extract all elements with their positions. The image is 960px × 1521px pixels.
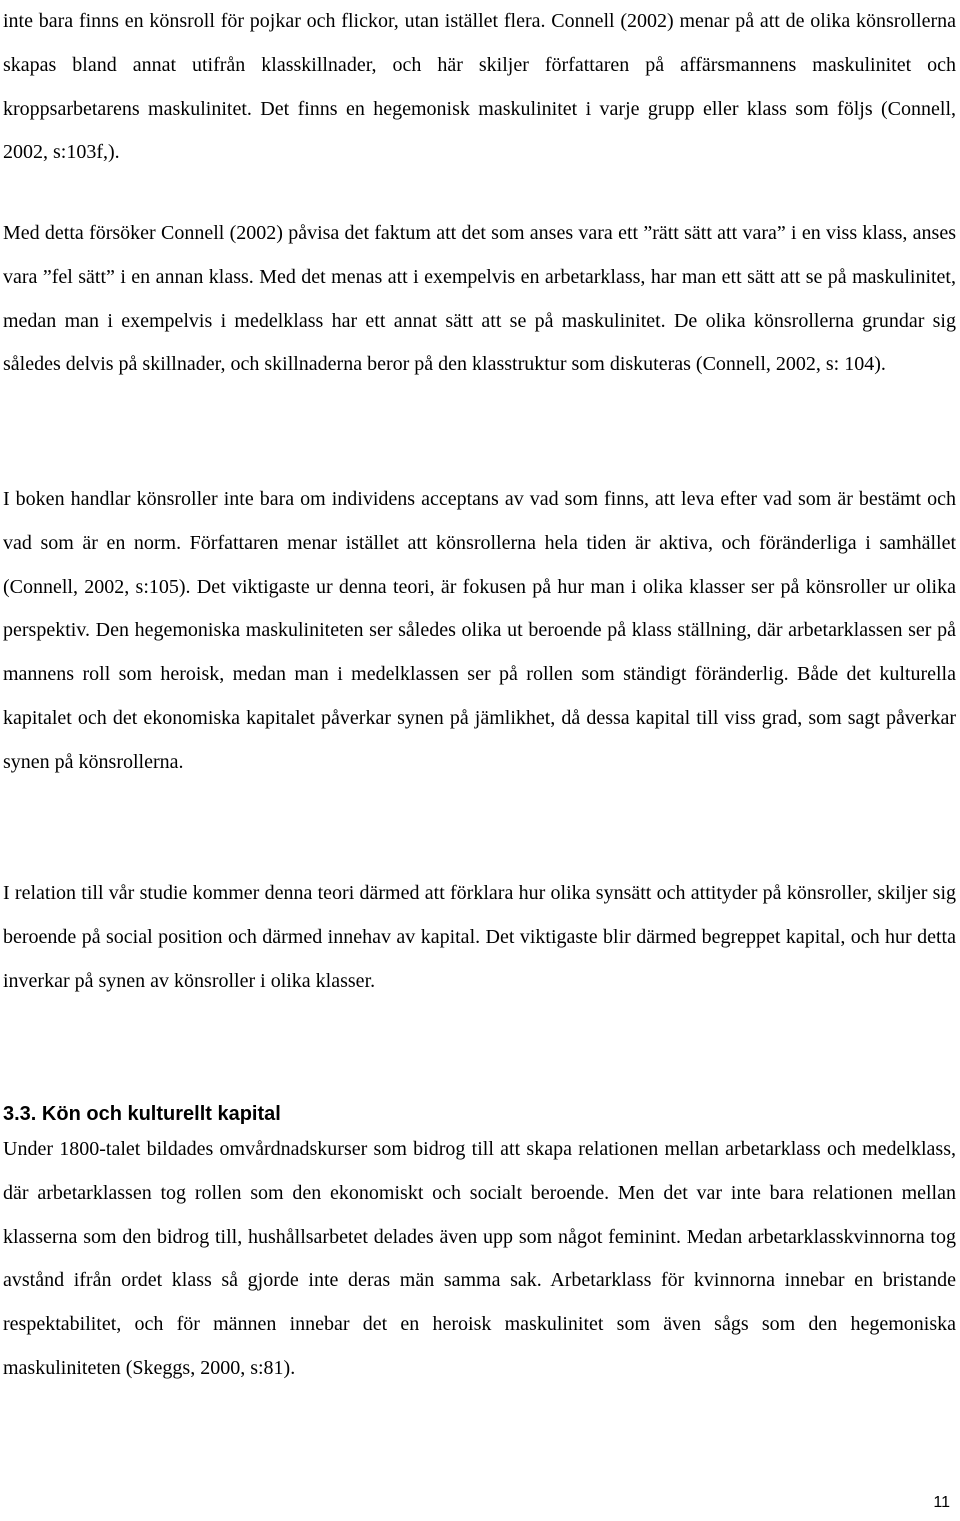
body-paragraph: I relation till vår studie kommer denna teori därmed att förklara hur olika synsätt och attityder på könsroller, skiljer sig beroende på social position och därmed innehav av kapital. Det viktigaste blir därmed begreppet kapital, och hur detta inverkar på synen av könsroller i olika klasser. <box>3 882 956 992</box>
section-heading: 3.3. Kön och kulturellt kapital <box>3 1103 281 1125</box>
section-paragraph: Under 1800-talet bildades omvårdnadskurser som bidrog till att skapa relationen mellan arbetarklass och medelklass, där arbetarklassen tog rollen som den ekonomiskt och socialt beroende. Men det var inte bara relationen mellan klasserna som den bidrog till, hushållsarbetet delades även upp som något feminint. Medan arbetarklasskvinnorna tog avstånd ifrån ordet klass så gjorde inte deras män samma sak. Arbetarklass för kvinnorna innebar en bristande respektabilitet, och för männen innebar det en heroisk maskulinitet som även sågs som den hegemoniska maskuliniteten (Skeggs, 2000, s:81). <box>3 1138 956 1379</box>
body-paragraph: Med detta försöker Connell (2002) påvisa det faktum att det som anses vara ett ”rätt sätt att vara” i en viss klass, anses vara ”fel sätt” i en annan klass. Med det menas att i exempelvis en arbetarklass, har man ett sätt att se på maskulinitet, medan man i exempelvis i medelklass har ett annat sätt att se på maskulinitet. De olika könsrollerna grundar sig således delvis på skillnader, och skillnaderna beror på den klasstruktur som diskuteras (Connell, 2002, s: 104). <box>3 222 956 376</box>
page-number: 11 <box>933 1494 950 1511</box>
body-paragraph: inte bara finns en könsroll för pojkar och flickor, utan istället flera. Connell (2002) menar på att de olika könsrollerna skapas bland annat utifrån klasskillnader, och här skiljer författaren på affärsmannens maskulinitet och kroppsarbetarens maskulinitet. Det finns en hegemonisk maskulinitet i varje grupp eller klass som följs (Connell, 2002, s:103f,). <box>3 10 956 164</box>
body-paragraph: I boken handlar könsroller inte bara om individens acceptans av vad som finns, att leva efter vad som är bestämt och vad som är en norm. Författaren menar istället att könsrollerna hela tiden är aktiva, och föränderliga i samhället (Connell, 2002, s:105). Det viktigaste ur denna teori, är fokusen på hur man i olika klasser ser på könsroller ur olika perspektiv. Den hegemoniska maskuliniteten ser således olika ut beroende på klass ställning, där arbetarklassen ser på mannens roll som heroisk, medan man i medelklassen ser på rollen som ständigt föränderlig. Både det kulturella kapitalet och det ekonomiska kapitalet påverkar synen på jämlikhet, då dessa kapital till viss grad, som sagt påverkar synen på könsrollerna. <box>3 488 956 773</box>
